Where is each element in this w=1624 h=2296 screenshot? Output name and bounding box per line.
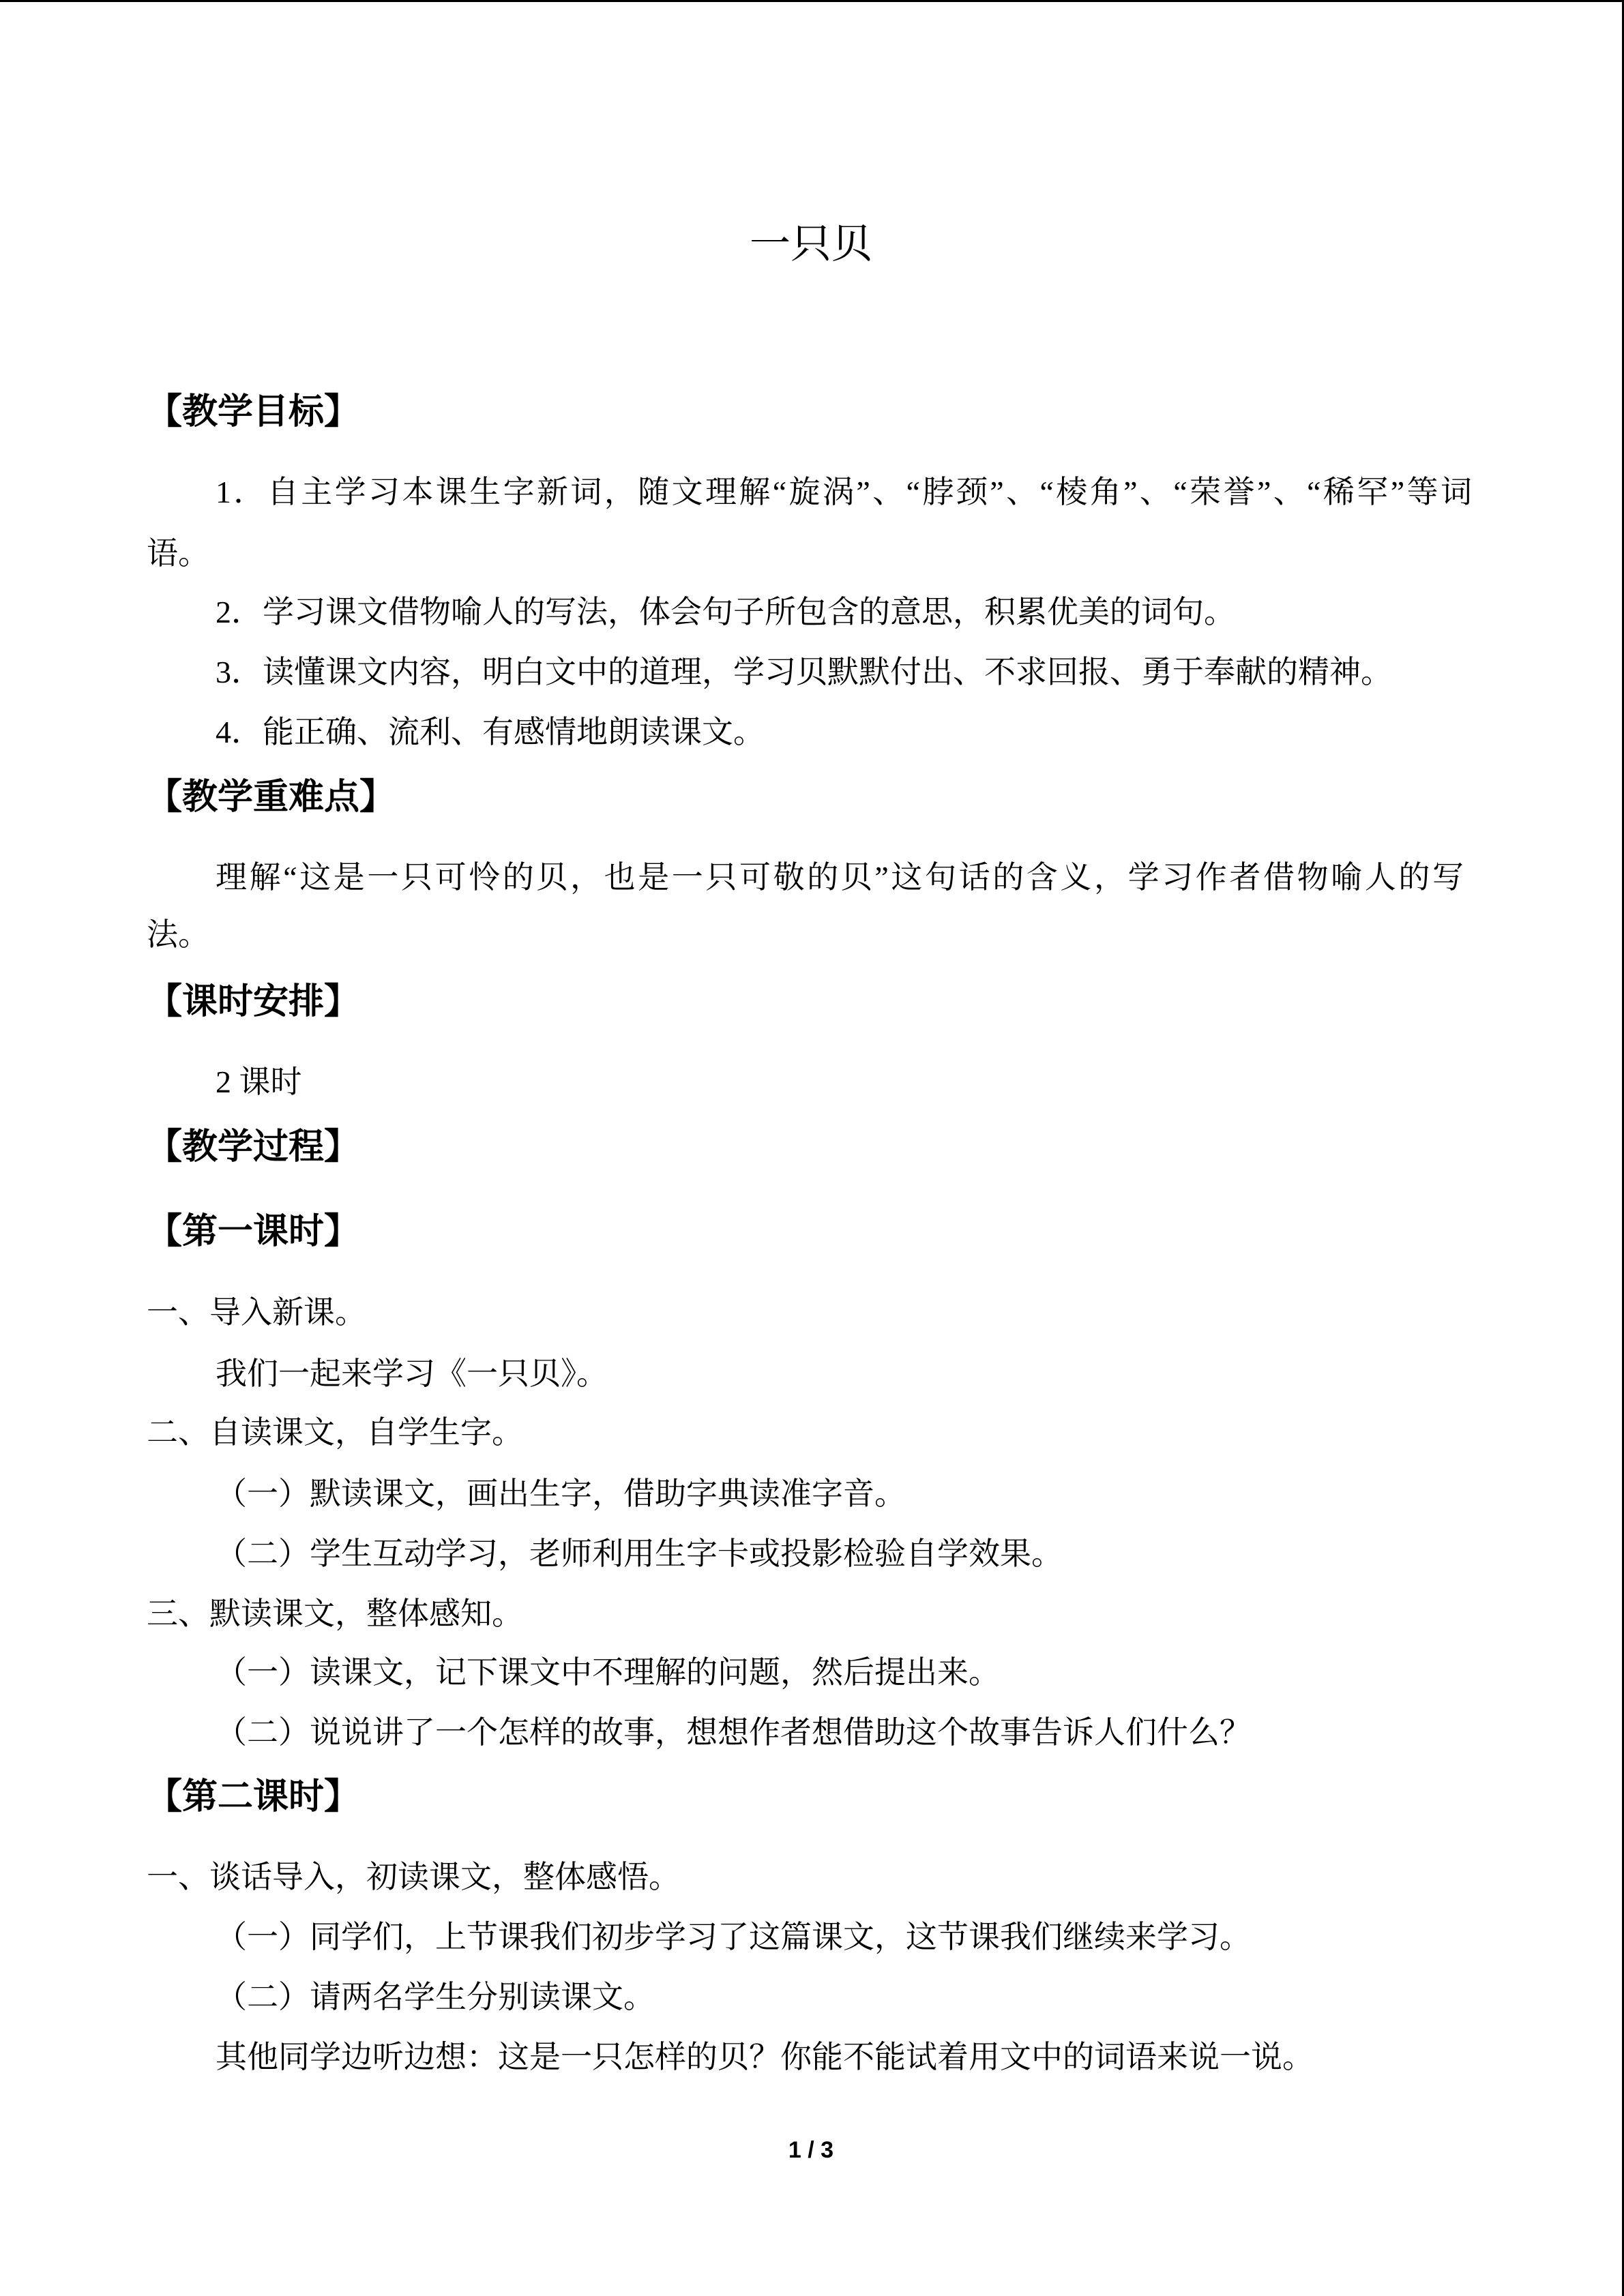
lesson-2-heading: 【第二课时】 (147, 1776, 360, 1817)
key-points-heading: 【教学重难点】 (147, 777, 396, 818)
key-points-line-2: 法。 (147, 917, 209, 952)
lesson-1-step-3: 三、默读课文，整体感知。 (147, 1596, 523, 1631)
objectives-heading: 【教学目标】 (147, 391, 360, 432)
schedule-text: 2 课时 (216, 1064, 302, 1099)
page-number: 1 / 3 (788, 2137, 834, 2163)
lesson-1-step-3-sub-1: （一）读课文，记下课文中不理解的问题，然后提出来。 (216, 1655, 1000, 1690)
lesson-1-step-1: 一、导入新课。 (147, 1295, 366, 1330)
objective-item-4: 4．能正确、流利、有感情地朗读课文。 (216, 715, 765, 749)
lesson-1-heading: 【第一课时】 (147, 1211, 360, 1252)
objective-item-1-line-1: 1．自主学习本课生字新词，随文理解“旋涡”、“脖颈”、“棱角”、“荣誉”、“稀罕”等词 (216, 475, 1472, 509)
lesson-1-step-2: 二、自读课文，自学生字。 (147, 1415, 523, 1450)
objective-item-2: 2．学习课文借物喻人的写法，体会句子所包含的意思，积累优美的词句。 (216, 595, 1235, 629)
lesson-2-step-1-detail: 其他同学边听边想：这是一只怎样的贝？你能不能试着用文中的词语来说一说。 (216, 2040, 1314, 2074)
key-points-line-1: 理解“这是一只可怜的贝，也是一只可敬的贝”这句话的含义，学习作者借物喻人的写 (216, 860, 1464, 895)
lesson-2-step-1: 一、谈话导入，初读课文，整体感悟。 (147, 1860, 680, 1894)
lesson-1-step-2-sub-1: （一）默读课文，画出生字，借助字典读准字音。 (216, 1476, 906, 1511)
schedule-heading: 【课时安排】 (147, 981, 360, 1022)
lesson-1-step-3-sub-2: （二）说说讲了一个怎样的故事，想想作者想借助这个故事告诉人们什么？ (216, 1715, 1251, 1750)
objective-item-1-line-2: 语。 (147, 536, 209, 571)
page-title: 一只贝 (750, 222, 872, 267)
objective-item-3: 3．读懂课文内容，明白文中的道理，学习贝默默付出、不求回报、勇于奉献的精神。 (216, 655, 1392, 689)
process-heading: 【教学过程】 (147, 1127, 360, 1167)
lesson-1-step-1-detail: 我们一起来学习《一只贝》。 (216, 1356, 608, 1391)
lesson-2-step-1-sub-2: （二）请两名学生分别读课文。 (216, 1980, 655, 2014)
lesson-1-step-2-sub-2: （二）学生互动学习，老师利用生字卡或投影检验自学效果。 (216, 1536, 1063, 1571)
lesson-2-step-1-sub-1: （一）同学们，上节课我们初步学习了这篇课文，这节课我们继续来学习。 (216, 1920, 1251, 1954)
